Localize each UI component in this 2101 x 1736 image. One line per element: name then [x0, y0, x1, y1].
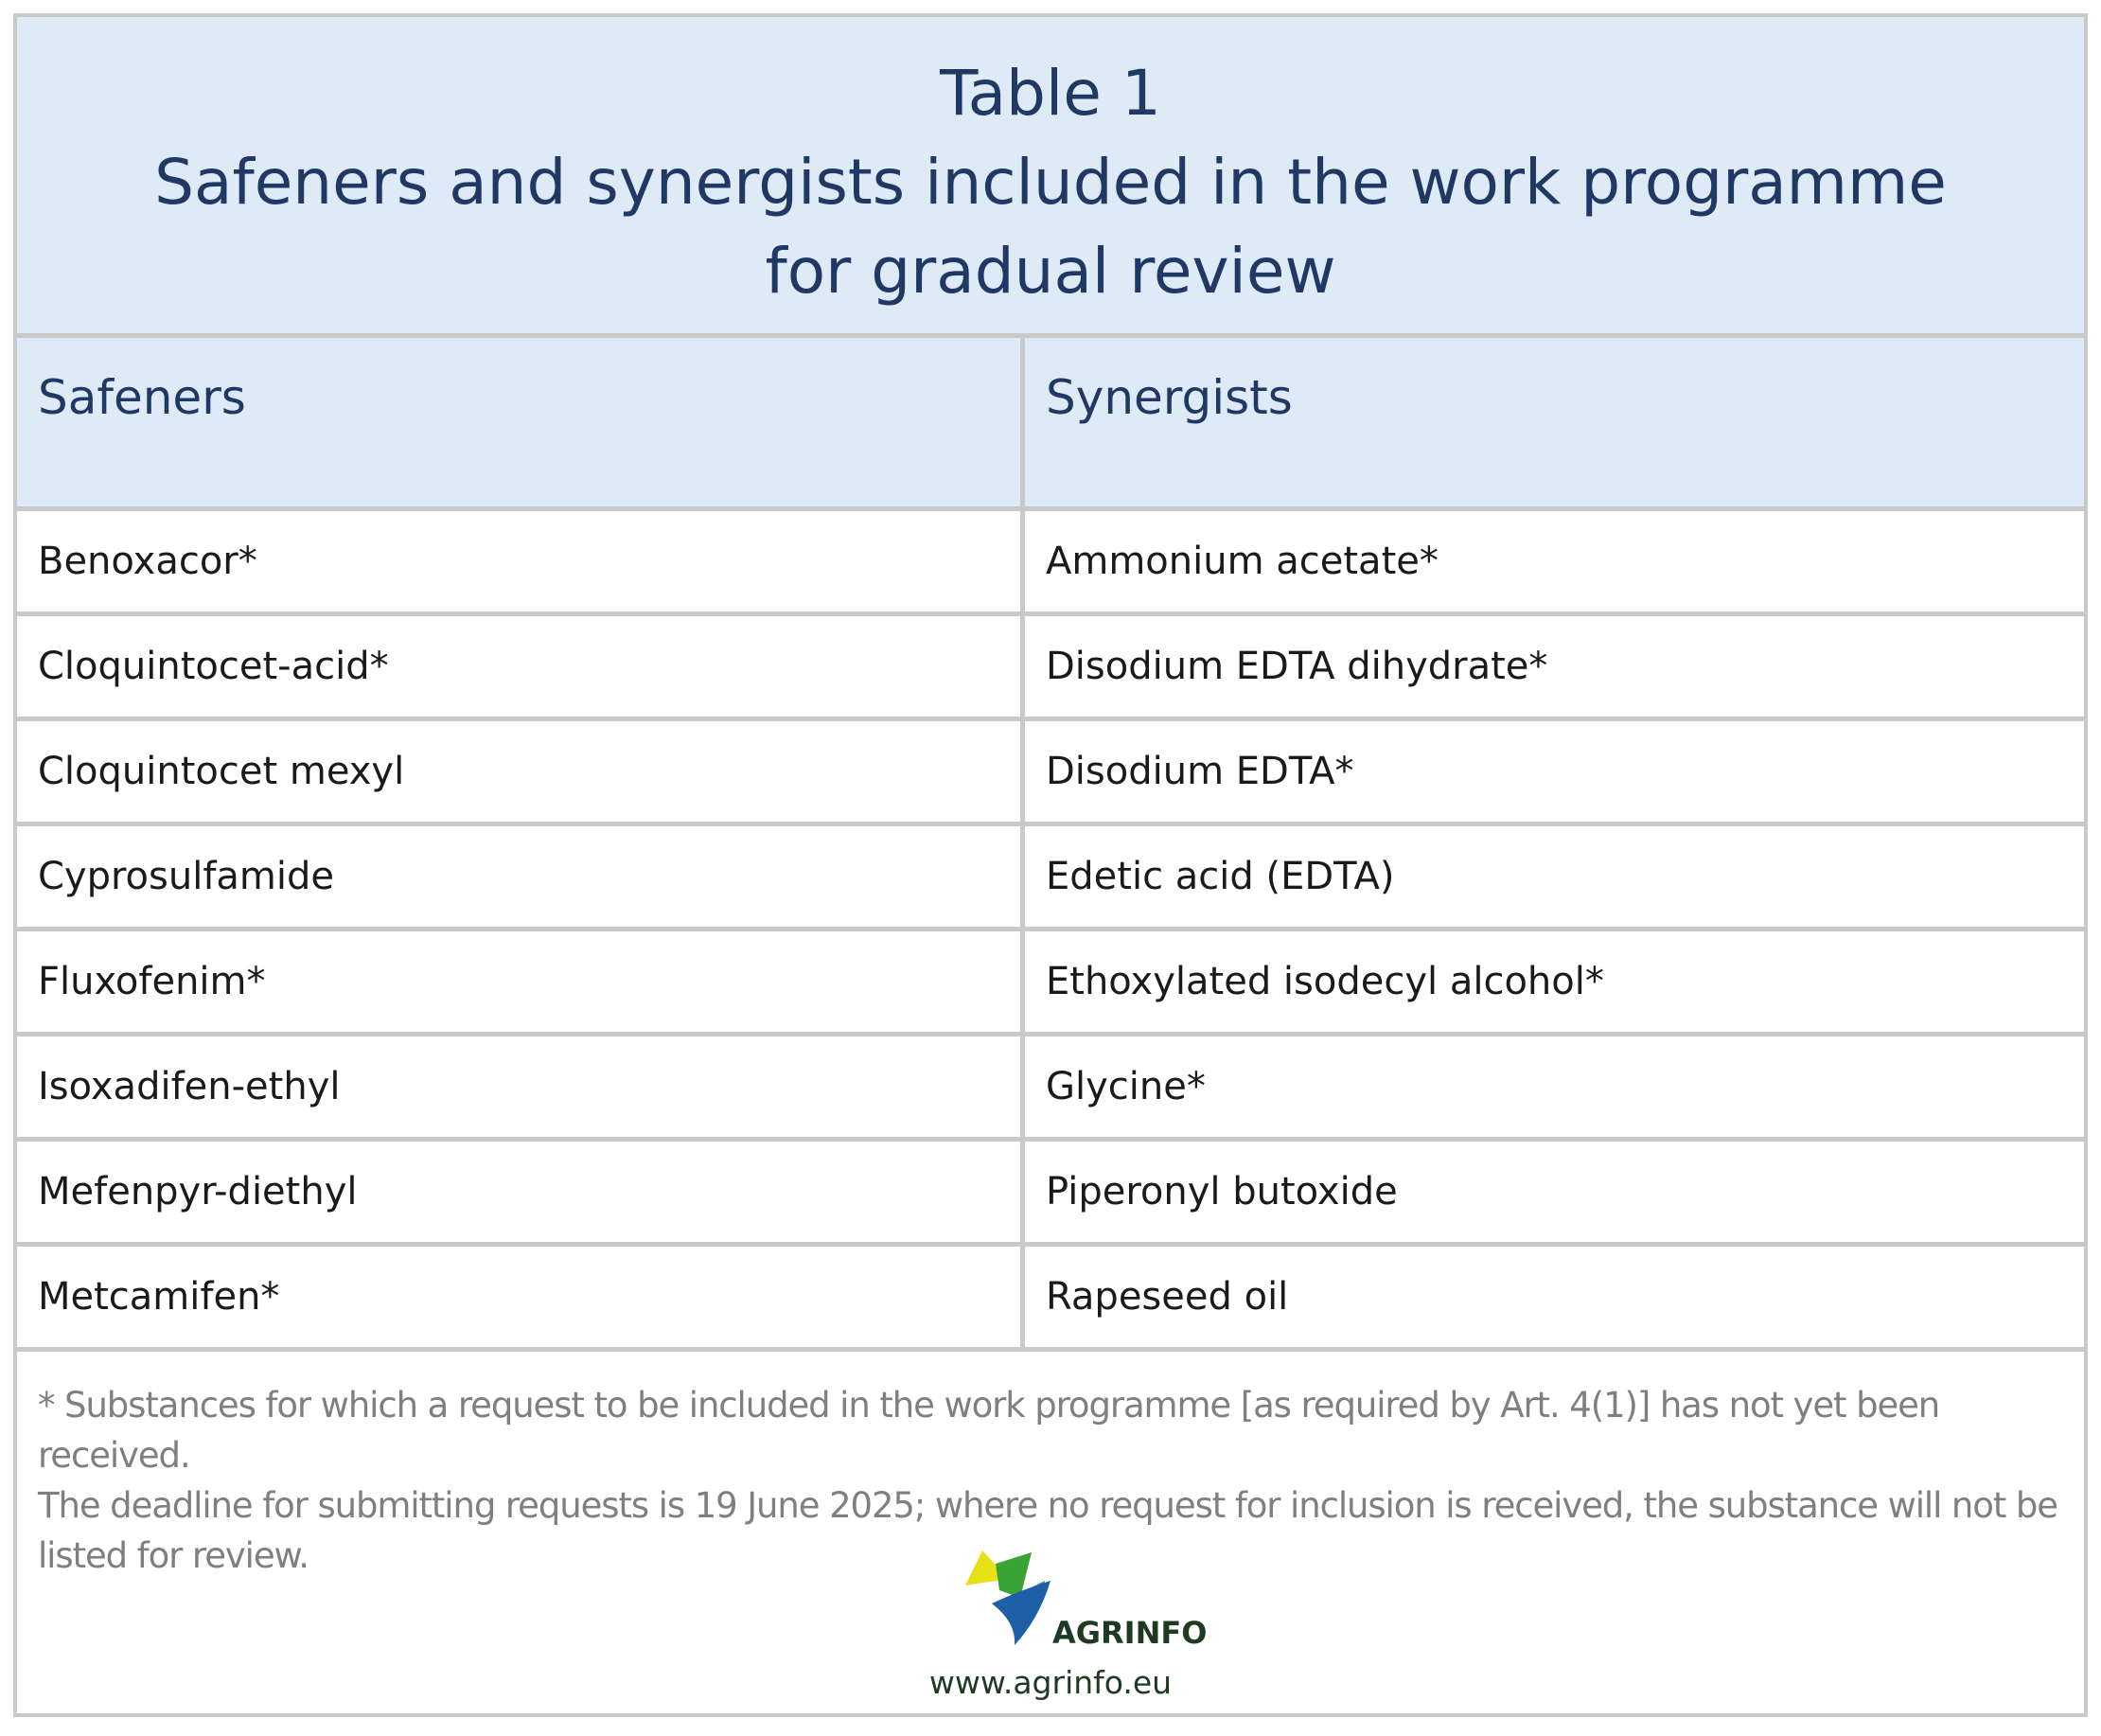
table-row: [17, 511, 2084, 616]
synergist-cell: Ethoxylated isodecyl alcohol*: [1020, 931, 2084, 1032]
safener-cell: Fluxofenim*: [38, 960, 266, 1003]
column-header-synergists: Synergists: [1020, 338, 2084, 506]
footnote-line: listed for review.: [38, 1535, 309, 1576]
table-title-block: [17, 17, 2084, 333]
table-row: [17, 1247, 2084, 1352]
synergist-cell: Piperonyl butoxide: [1020, 1142, 2084, 1242]
table-row: [17, 616, 2084, 721]
safener-cell: Cyprosulfamide: [38, 855, 335, 898]
table-row: [17, 931, 2084, 1036]
table-row: [17, 826, 2084, 931]
synergist-cell: Rapeseed oil: [1020, 1247, 2084, 1347]
table-number: Table 1: [940, 57, 1161, 130]
synergist-cell: Edetic acid (EDTA): [1020, 826, 2084, 927]
safener-cell: Cloquintocet mexyl: [38, 750, 405, 793]
synergist-cell: Disodium EDTA dihydrate*: [1020, 616, 2084, 717]
table-header-row: [17, 333, 2084, 511]
table-title-line-1: Safeners and synergists included in the work programme: [154, 146, 1947, 219]
synergist-cell: Ammonium acetate*: [1020, 511, 2084, 611]
agrinfo-wordmark: AGRINFO: [1052, 1615, 1208, 1651]
table-frame: [13, 13, 2088, 1717]
table-row: [17, 1036, 2084, 1142]
table-body: [17, 511, 2084, 1352]
safener-cell: Metcamifen*: [38, 1275, 280, 1319]
table-row: [17, 721, 2084, 826]
footnote-line: The deadline for submitting requests is 19 June 2025; where no request for inclusion is received, the substance will not be: [38, 1485, 2057, 1526]
synergist-cell: Glycine*: [1020, 1036, 2084, 1137]
table-title-line-2: for gradual review: [765, 235, 1336, 308]
table-row: [17, 1142, 2084, 1247]
column-header-safeners: Safeners: [38, 370, 246, 425]
footnote-line: * Substances for which a request to be included in the work programme [as required by Art. 4(1)] has not yet been received.: [38, 1385, 1940, 1476]
synergist-cell: Disodium EDTA*: [1020, 721, 2084, 822]
safener-cell: Isoxadifen-ethyl: [38, 1065, 341, 1108]
safener-cell: Mefenpyr-diethyl: [38, 1170, 358, 1213]
safener-cell: Cloquintocet-acid*: [38, 645, 389, 688]
safener-cell: Benoxacor*: [38, 540, 257, 583]
website-link[interactable]: www.agrinfo.eu: [928, 1664, 1173, 1701]
